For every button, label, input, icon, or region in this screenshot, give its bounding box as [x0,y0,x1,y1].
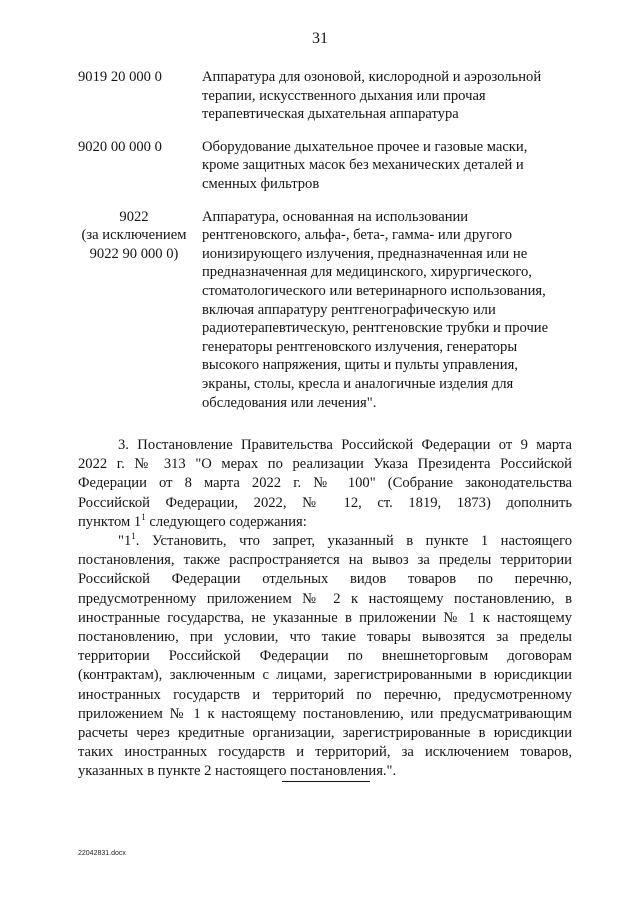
superscript: 1 [141,511,146,522]
body-text [78,436,572,782]
item-description [202,208,548,413]
customs-code-line: 9022 [119,208,149,225]
paragraph-line: таких иностранных государств и территорий, за исключением товаров, [78,744,572,761]
paragraph-line: 2022 г. № 313 "О мерах по реализации Указа Президента Российской [78,456,572,473]
description-line: Аппаратура, основанная на использовании [202,208,469,225]
paragraph-3 [78,436,572,532]
table-row [78,208,578,413]
closing-divider [282,781,370,782]
table-row [78,68,578,124]
paragraph-line [78,532,572,551]
description-line: Аппаратура для озоновой, кислородной и аэрозольной [202,69,542,85]
description-line: обследования или лечения". [202,394,377,411]
paragraph-line: Федерации от 8 марта 2022 г. № 100" (Собрание законодательства [78,475,572,492]
description-line: радиотерапевтическую, рентгеновские трубки и прочие [202,320,549,337]
description-line: кроме защитных масок без механических деталей и [202,157,524,174]
paragraph-text: . Установить, что запрет, указанный в пункте 1 настоящего [135,533,572,550]
paragraph-line: постановлению, при условии, что такие товары вывозятся за пределы [78,629,572,646]
superscript: 1 [131,531,136,542]
description-line: сменных фильтров [202,175,320,192]
document-file-id: 22042831.docx [78,850,126,857]
customs-code [78,68,190,87]
description-line: предназначенная для медицинского, хирургического, [202,264,532,281]
quoted-clause [78,532,572,782]
paragraph-line: 3. Постановление Правительства Российской Федерации от 9 марта [118,437,572,453]
customs-code [78,208,190,264]
customs-code-line: 9022 90 000 0) [89,245,179,262]
paragraph-line: иностранных государств и территорий по перечню, предусмотренному [78,686,572,703]
paragraph-line: приложением № 1 к настоящему постановлению, или предусматривающим [78,705,572,722]
customs-code [78,138,190,157]
paragraph-line: иностранные государства, не указанные в приложении № 1 к настоящему [78,609,572,626]
customs-code-line: 9020 00 000 0 [78,138,162,155]
description-line: Оборудование дыхательное прочее и газовые маски, [202,138,528,155]
paragraph-line: территории Российской Федерации по внешнеторговым договорам [78,648,572,665]
item-description [202,68,541,124]
paragraph-line: постановления, также распространяется на вывоз за пределы территории [78,552,572,569]
table-row [78,138,578,194]
paragraph-line: (контрактам), заключенным с лицами, зарегистрированными в юрисдикции [78,667,572,684]
customs-code-line: 9019 20 000 0 [78,69,162,85]
paragraph-line: указанных в пункте 2 настоящего постановления.". [78,763,397,780]
description-line: терапевтическая дыхательная аппаратура [202,106,459,123]
description-line: экраны, столы, кресла и аналогичные изделия для [202,375,514,392]
description-line: генераторы рентгеновского излучения, генераторы [202,338,518,355]
paragraph-line: предусмотренному приложением № 2 к настоящему постановлению, в [78,590,572,607]
item-description [202,138,527,194]
paragraph-line: Российской Федерации отдельных видов товаров по перечню, [78,571,572,588]
paragraph-line [78,513,572,532]
paragraph-line: расчеты через кредитные организации, зарегистрированные в юрисдикции [78,725,572,742]
page-number: 31 [312,30,328,47]
paragraph-text: пунктом 1 [78,513,142,530]
description-line: рентгеновского, альфа-, бета-, гамма- или другого [202,227,513,244]
description-line: ионизирующего излучения, предназначенная или не [202,245,528,262]
description-line: включая аппаратуру рентгенографическую или [202,301,496,318]
description-line: терапии, искусственного дыхания или прочая [202,87,486,104]
description-line: стоматологического или ветеринарного использования, [202,282,546,299]
customs-code-table [78,68,578,412]
paragraph-text: "1 [118,533,132,550]
paragraph-text: следующего содержания: [145,513,307,530]
description-line: высокого напряжения, щиты и пульты управления, [202,357,518,374]
customs-code-line: (за исключением [81,227,187,244]
paragraph-line: Российской Федерации, 2022, № 12, ст. 1819, 1873) дополнить [78,494,572,511]
